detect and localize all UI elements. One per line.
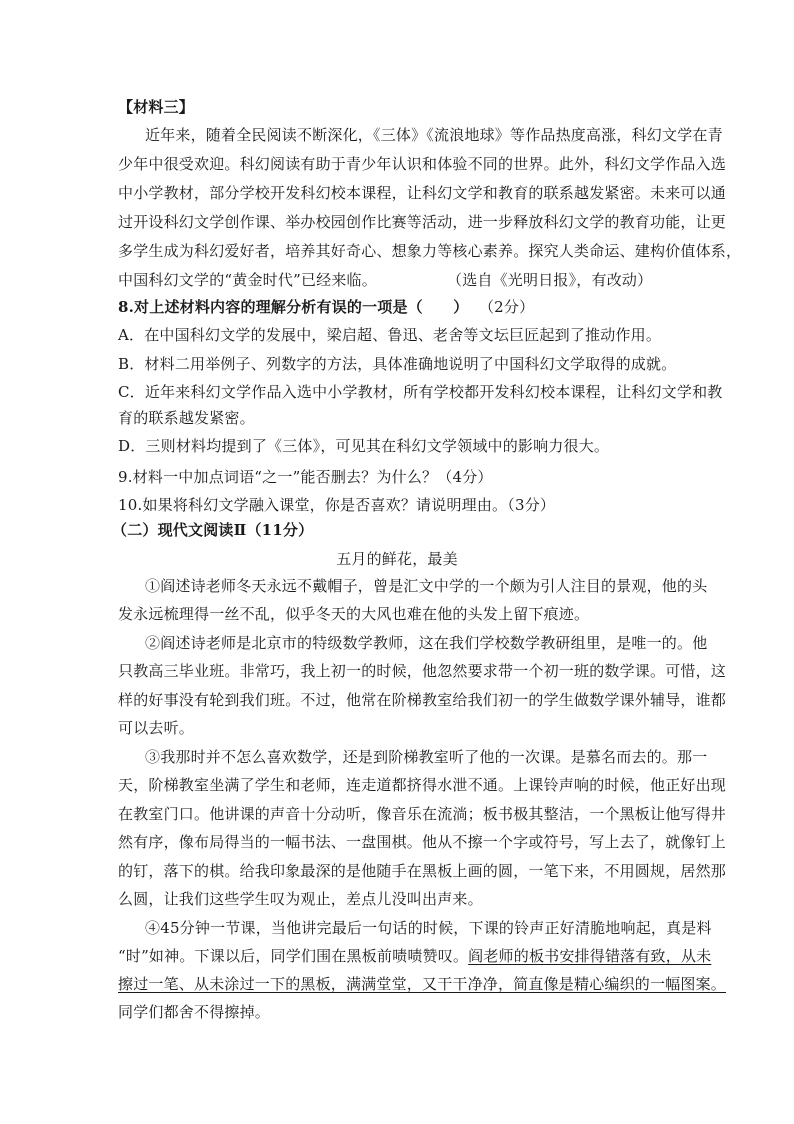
question-8-score: （2分）	[486, 298, 535, 316]
paragraph-3-line: 在教室门口。他讲课的声音十分动听，像音乐在流淌；板书极其整洁，一个黑板让他写得井	[118, 805, 727, 823]
section-heading: （二）现代文阅读Ⅱ（11分）	[112, 521, 314, 539]
paragraph-3-line: 天，阶梯教室坐满了学生和老师，连走道都挤得水泄不通。上课铃声响的时候，他正好出现	[118, 776, 727, 794]
material3-source: （选自《光明日报》，有改动）	[447, 271, 653, 289]
material3-line: 近年来，随着全民阅读不断深化，《三体》《流浪地球》等作品热度高涨，科幻文学在青	[145, 126, 723, 144]
option-c-continued: 育的联系越发紧密。	[118, 409, 255, 427]
paragraph-4-text: “时”如神。下课以后，同学们围在黑板前啧啧赞叹。	[118, 947, 469, 965]
paragraph-3-line: ③我那时并不怎么喜欢数学，还是到阶梯教室听了他的一次课。是慕名而去的。那一	[145, 748, 708, 766]
paragraph-3-line: 的钉，落下的棋。给我印象最深的是他随手在黑板上画的圆，一笔下来，不用圆规，居然那	[118, 862, 727, 880]
paragraph-3-line: 然有序，像布局得当的一幅书法、一盘围棋。他从不擦一个字或符号，写上去了，就像钉上	[118, 833, 727, 851]
paragraph-4-line: ④45分钟一节课，当他讲完最后一句话的时候，下课的铃声正好清脆地响起，真是料	[145, 919, 712, 937]
paragraph-4-line: 同学们都舍不得擦掉。	[118, 1003, 271, 1021]
option-b: B．材料二用举例子、列数字的方法，具体准确地说明了中国科幻文学取得的成就。	[118, 355, 677, 373]
material3-heading: 【材料三】	[118, 98, 195, 116]
option-d: D．三则材料均提到了《三体》，可见其在科幻文学领域中的影响力很大。	[118, 437, 610, 455]
paragraph-1-line: 发永远梳理得一丝不乱，似乎冬天的大风也难在他的头发上留下痕迹。	[118, 605, 590, 623]
question-10: 10.如果将科幻文学融入课堂，你是否喜欢？请说明理由。（3分）	[118, 496, 556, 514]
paragraph-4-line	[118, 946, 711, 966]
question-9: 9.材料一中加点词语“之一”能否删去？为什么？（4分）	[118, 468, 493, 486]
paragraph-1-line: ①阎述诗老师冬天永远不戴帽子，曾是汇文中学的一个颇为引人注目的景观，他的头	[145, 577, 708, 595]
option-a: A．在中国科幻文学的发展中，梁启超、鲁迅、老舍等文坛巨匠起到了推动作用。	[118, 326, 662, 344]
material3-line: 中小学教材，部分学校开发科幻校本课程，让科幻文学和教育的联系越发紧密。未来可以通	[118, 184, 727, 202]
paragraph-3-line: 么圆，让我们这些学生叹为观止，差点儿没叫出声来。	[118, 890, 483, 908]
paragraph-2-line: 可以去听。	[118, 719, 195, 737]
material3-line: 中国科幻文学的“黄金时代”已经来临。	[118, 271, 377, 289]
question-8-stem: 8.对上述材料内容的理解分析有误的一项是（ ）	[118, 298, 469, 316]
material3-line: 少年中很受欢迎。科幻阅读有助于青少年认识和体验不同的世界。此外，科幻文学作品入选	[118, 155, 727, 173]
material3-line: 过开设科幻文学创作课、举办校园创作比赛等活动，进一步释放科幻文学的教育功能，让更	[118, 213, 727, 231]
question-8	[118, 297, 534, 317]
paragraph-2-line: ②阎述诗老师是北京市的特级数学教师，这在我们学校数学教研组里，是唯一的。他	[145, 634, 708, 652]
paragraph-2-line: 只教高三毕业班。非常巧，我上初一的时候，他忽然要求带一个初一班的数学课。可惜，这	[118, 662, 727, 680]
underlined-sentence: 阎老师的板书安排得错落有致，从未	[468, 947, 712, 965]
paragraph-2-line: 样的好事没有轮到我们班。不过，他常在阶梯教室给我们初一的学生做数学课外辅导，谁都	[118, 691, 727, 709]
material3-line: 多学生成为科幻爱好者，培养其好奇心、想象力等核心素养。探究人类命运、建构价值体系，	[118, 242, 742, 260]
underlined-sentence-continued: 擦过一笔、从未涂过一下的黑板，满满堂堂，又干干净净，简直像是精心编织的一幅图案。	[118, 975, 727, 993]
option-c: C．近年来科幻文学作品入选中小学教材，所有学校都开发科幻校本课程，让科幻文学和教	[118, 383, 723, 401]
article-title: 五月的鲜花，最美	[336, 550, 458, 568]
